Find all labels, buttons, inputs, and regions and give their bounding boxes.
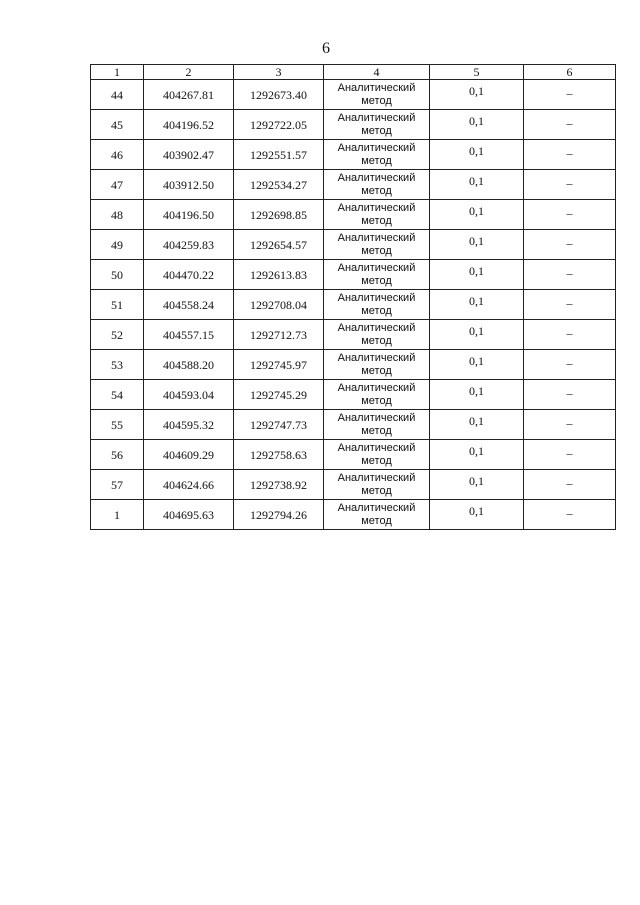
- method-cell: [324, 440, 430, 470]
- table-row: [91, 440, 616, 470]
- note-value: –: [524, 440, 616, 470]
- note-value: –: [524, 500, 616, 530]
- method-line-1: Аналитический: [337, 292, 416, 304]
- table-row: [91, 320, 616, 350]
- coordinate-x: 404470.22: [144, 260, 234, 290]
- point-number: 52: [91, 320, 144, 350]
- method-cell: [324, 230, 430, 260]
- note-value: –: [524, 170, 616, 200]
- method-cell: [324, 470, 430, 500]
- coordinate-x: 404196.52: [144, 110, 234, 140]
- method-cell: [324, 320, 430, 350]
- method-cell: [324, 260, 430, 290]
- coordinate-y: 1292613.83: [234, 260, 324, 290]
- coordinate-y: 1292698.85: [234, 200, 324, 230]
- method-line-2: метод: [361, 485, 392, 497]
- coordinate-y: 1292654.57: [234, 230, 324, 260]
- note-value: –: [524, 350, 616, 380]
- method-line-1: Аналитический: [337, 352, 416, 364]
- method-line-2: метод: [361, 455, 392, 467]
- method-line-1: Аналитический: [337, 142, 416, 154]
- coordinate-y: 1292551.57: [234, 140, 324, 170]
- table-row: [91, 110, 616, 140]
- accuracy-value: 0,1: [430, 170, 524, 200]
- accuracy-value: 0,1: [430, 290, 524, 320]
- method-line-1: Аналитический: [337, 262, 416, 274]
- point-number: 46: [91, 140, 144, 170]
- accuracy-value: 0,1: [430, 320, 524, 350]
- method-cell: [324, 200, 430, 230]
- point-number: 49: [91, 230, 144, 260]
- table-row: [91, 80, 616, 110]
- header-col-1: 1: [91, 65, 144, 80]
- coordinate-y: 1292745.29: [234, 380, 324, 410]
- method-line-1: Аналитический: [337, 442, 416, 454]
- method-line-2: метод: [361, 425, 392, 437]
- note-value: –: [524, 230, 616, 260]
- method-line-2: метод: [361, 185, 392, 197]
- coordinate-y: 1292758.63: [234, 440, 324, 470]
- point-number: 1: [91, 500, 144, 530]
- point-number: 51: [91, 290, 144, 320]
- page-number: 6: [322, 40, 330, 57]
- note-value: –: [524, 140, 616, 170]
- accuracy-value: 0,1: [430, 260, 524, 290]
- point-number: 54: [91, 380, 144, 410]
- coordinate-y: 1292708.04: [234, 290, 324, 320]
- table-row: [91, 500, 616, 530]
- coordinate-x: 403912.50: [144, 170, 234, 200]
- accuracy-value: 0,1: [430, 200, 524, 230]
- accuracy-value: 0,1: [430, 230, 524, 260]
- method-cell: [324, 80, 430, 110]
- accuracy-value: 0,1: [430, 350, 524, 380]
- coordinate-x: 403902.47: [144, 140, 234, 170]
- method-line-1: Аналитический: [337, 82, 416, 94]
- header-col-6: 6: [524, 65, 616, 80]
- header-col-2: 2: [144, 65, 234, 80]
- coordinate-y: 1292712.73: [234, 320, 324, 350]
- note-value: –: [524, 260, 616, 290]
- method-line-2: метод: [361, 155, 392, 167]
- accuracy-value: 0,1: [430, 140, 524, 170]
- method-line-2: метод: [361, 305, 392, 317]
- accuracy-value: 0,1: [430, 500, 524, 530]
- point-number: 55: [91, 410, 144, 440]
- table-row: [91, 380, 616, 410]
- header-col-3: 3: [234, 65, 324, 80]
- method-line-2: метод: [361, 125, 392, 137]
- note-value: –: [524, 290, 616, 320]
- method-cell: [324, 380, 430, 410]
- note-value: –: [524, 380, 616, 410]
- accuracy-value: 0,1: [430, 410, 524, 440]
- table-row: [91, 350, 616, 380]
- table-body: [91, 80, 616, 530]
- coordinate-x: 404558.24: [144, 290, 234, 320]
- coordinate-y: 1292794.26: [234, 500, 324, 530]
- method-cell: [324, 500, 430, 530]
- method-line-1: Аналитический: [337, 502, 416, 514]
- method-line-1: Аналитический: [337, 472, 416, 484]
- table-row: [91, 170, 616, 200]
- point-number: 57: [91, 470, 144, 500]
- method-line-2: метод: [361, 215, 392, 227]
- coordinate-x: 404267.81: [144, 80, 234, 110]
- note-value: –: [524, 470, 616, 500]
- accuracy-value: 0,1: [430, 380, 524, 410]
- coordinate-x: 404595.32: [144, 410, 234, 440]
- point-number: 56: [91, 440, 144, 470]
- coordinate-x: 404609.29: [144, 440, 234, 470]
- coordinate-y: 1292722.05: [234, 110, 324, 140]
- point-number: 47: [91, 170, 144, 200]
- coordinate-x: 404695.63: [144, 500, 234, 530]
- accuracy-value: 0,1: [430, 440, 524, 470]
- method-line-2: метод: [361, 515, 392, 527]
- accuracy-value: 0,1: [430, 80, 524, 110]
- method-line-2: метод: [361, 245, 392, 257]
- table-row: [91, 260, 616, 290]
- method-cell: [324, 110, 430, 140]
- table-row: [91, 200, 616, 230]
- table-row: [91, 470, 616, 500]
- coordinates-table: [90, 64, 616, 530]
- coordinate-x: 404593.04: [144, 380, 234, 410]
- method-line-1: Аналитический: [337, 172, 416, 184]
- note-value: –: [524, 320, 616, 350]
- method-line-1: Аналитический: [337, 382, 416, 394]
- method-line-2: метод: [361, 395, 392, 407]
- coordinate-x: 404259.83: [144, 230, 234, 260]
- coordinate-x: 404588.20: [144, 350, 234, 380]
- coordinate-y: 1292673.40: [234, 80, 324, 110]
- method-line-1: Аналитический: [337, 112, 416, 124]
- method-line-1: Аналитический: [337, 232, 416, 244]
- coordinate-x: 404557.15: [144, 320, 234, 350]
- point-number: 53: [91, 350, 144, 380]
- method-cell: [324, 140, 430, 170]
- method-cell: [324, 410, 430, 440]
- point-number: 45: [91, 110, 144, 140]
- note-value: –: [524, 200, 616, 230]
- method-cell: [324, 170, 430, 200]
- table-row: [91, 410, 616, 440]
- method-line-1: Аналитический: [337, 412, 416, 424]
- point-number: 50: [91, 260, 144, 290]
- table-row: [91, 290, 616, 320]
- coordinate-y: 1292747.73: [234, 410, 324, 440]
- table-row: [91, 230, 616, 260]
- method-line-2: метод: [361, 275, 392, 287]
- accuracy-value: 0,1: [430, 470, 524, 500]
- method-line-1: Аналитический: [337, 322, 416, 334]
- coordinate-x: 404196.50: [144, 200, 234, 230]
- method-line-2: метод: [361, 335, 392, 347]
- method-cell: [324, 290, 430, 320]
- method-line-1: Аналитический: [337, 202, 416, 214]
- point-number: 48: [91, 200, 144, 230]
- method-cell: [324, 350, 430, 380]
- note-value: –: [524, 410, 616, 440]
- point-number: 44: [91, 80, 144, 110]
- coordinate-y: 1292738.92: [234, 470, 324, 500]
- coordinate-x: 404624.66: [144, 470, 234, 500]
- coordinate-y: 1292534.27: [234, 170, 324, 200]
- note-value: –: [524, 110, 616, 140]
- method-line-2: метод: [361, 365, 392, 377]
- note-value: –: [524, 80, 616, 110]
- table-header-row: [91, 65, 616, 80]
- table-row: [91, 140, 616, 170]
- header-col-5: 5: [430, 65, 524, 80]
- coordinate-y: 1292745.97: [234, 350, 324, 380]
- method-line-2: метод: [361, 95, 392, 107]
- accuracy-value: 0,1: [430, 110, 524, 140]
- header-col-4: 4: [324, 65, 430, 80]
